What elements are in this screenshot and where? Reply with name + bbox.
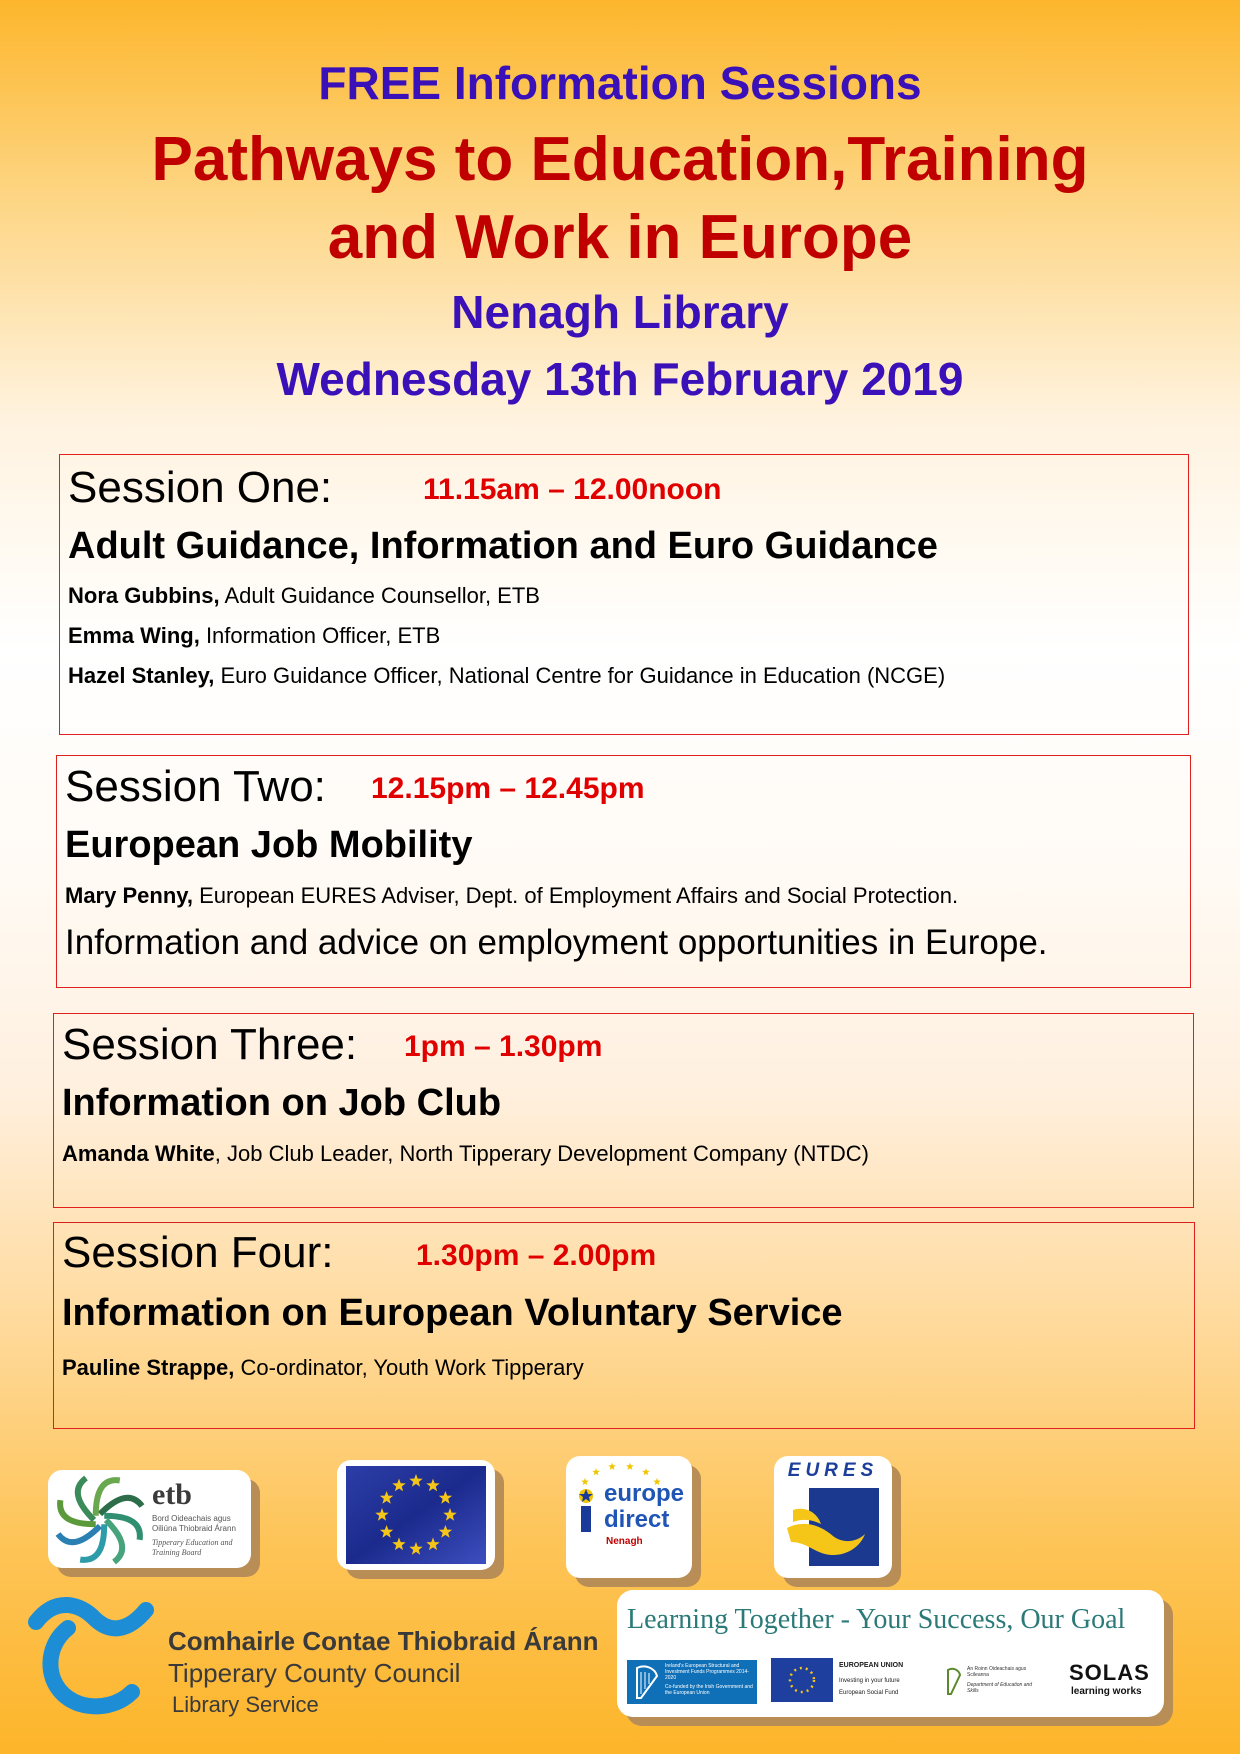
session-two-box — [56, 755, 1191, 988]
eures-logo — [774, 1456, 892, 1578]
session-title: Information on European Voluntary Service — [62, 1292, 843, 1334]
session-heading: Session Two: — [65, 762, 326, 811]
europe-direct-star — [581, 1478, 589, 1485]
speaker-role: European EURES Adviser, Dept. of Employment Affairs and Social Protection. — [192, 883, 959, 908]
speaker-line — [62, 1355, 584, 1381]
dept-english: Department of Education and Skills — [967, 1682, 1033, 1694]
session-time: 1pm – 1.30pm — [404, 1030, 603, 1063]
etb-english-name: Tipperary Education and Training Board — [152, 1538, 233, 1557]
speaker-name: Hazel Stanley, — [68, 663, 215, 688]
europe-direct-logo — [566, 1456, 692, 1578]
event-date: Wednesday 13th February 2019 — [276, 353, 964, 405]
tipperary-council-logo-icon — [28, 1592, 158, 1722]
europe-direct-place: Nenagh — [606, 1536, 643, 1547]
esif-text: Ireland's European Structural and Investment Funds Programmes 2014-2020 — [665, 1663, 749, 1681]
session-description: Information and advice on employment opportunities in Europe. — [65, 923, 1048, 962]
council-irish-name: Comhairle Contae Thiobraid Árann — [168, 1626, 599, 1656]
speaker-name: Nora Gubbins, — [68, 583, 220, 608]
europe-direct-line1: europe — [604, 1480, 685, 1507]
session-time: 1.30pm – 2.00pm — [416, 1239, 657, 1272]
etb-logo — [48, 1470, 251, 1568]
harp-icon — [631, 1662, 661, 1702]
europe-direct-star — [642, 1468, 650, 1475]
europe-direct-star — [592, 1468, 600, 1475]
speaker-role: Adult Guidance Counsellor, ETB — [219, 583, 540, 608]
session-title: Information on Job Club — [62, 1082, 502, 1124]
session-three-box — [53, 1013, 1194, 1208]
session-heading: Session Three: — [62, 1020, 358, 1069]
session-heading: Session One: — [68, 463, 333, 512]
speaker-name: Pauline Strappe, — [62, 1355, 235, 1380]
session-four-box — [53, 1222, 1195, 1429]
dept-irish: An Roinn Oideachais agus Scileanna — [967, 1666, 1027, 1678]
speaker-line — [68, 663, 945, 689]
eu-esf-badge — [771, 1658, 921, 1704]
title-line-1: Pathways to Education,Training — [151, 125, 1089, 194]
council-english-name: Tipperary County Council — [168, 1658, 461, 1688]
funding-banner — [617, 1590, 1164, 1717]
eu-small-flag-icon — [771, 1658, 833, 1702]
eures-hand-icon — [783, 1484, 883, 1570]
europe-direct-star — [626, 1463, 634, 1470]
dept-education-badge — [945, 1660, 1045, 1704]
title-line-2: and Work in Europe — [327, 203, 913, 272]
solas-tagline: learning works — [1071, 1686, 1142, 1697]
funding-slogan: Learning Together - Your Success, Our Goal — [627, 1604, 1126, 1635]
speaker-line — [68, 623, 440, 649]
session-time: 11.15am – 12.00noon — [423, 473, 722, 506]
session-title: European Job Mobility — [65, 824, 473, 866]
speaker-line — [62, 1141, 869, 1167]
speaker-role: , Job Club Leader, North Tipperary Development Company (NTDC) — [214, 1141, 869, 1166]
speaker-role: Euro Guidance Officer, National Centre for Guidance in Education (NCGE) — [214, 663, 946, 688]
europe-direct-line2: direct — [604, 1506, 670, 1533]
eu-investing: Investing in your future — [839, 1678, 900, 1684]
speaker-role: Information Officer, ETB — [199, 623, 441, 648]
eu-esf: European Social Fund — [839, 1690, 899, 1696]
eu-flag-icon — [346, 1466, 486, 1564]
eures-wordmark: EURES — [787, 1460, 879, 1481]
speaker-name: Amanda White — [62, 1141, 215, 1166]
session-heading: Session Four: — [62, 1228, 334, 1277]
free-sessions-heading: FREE Information Sessions — [318, 57, 922, 109]
info-i-icon — [572, 1488, 608, 1532]
eu-label: EUROPEAN UNION — [839, 1662, 904, 1669]
speaker-role: Co-ordinator, Youth Work Tipperary — [234, 1355, 584, 1380]
europe-direct-star — [608, 1463, 616, 1470]
session-title: Adult Guidance, Information and Euro Guidance — [68, 525, 938, 567]
speaker-line — [65, 883, 958, 909]
session-time: 12.15pm – 12.45pm — [371, 772, 645, 805]
esif-cofunded: Co-funded by the Irish Government and the European Union — [665, 1684, 753, 1696]
etb-name: etb — [152, 1478, 192, 1511]
speaker-name: Emma Wing, — [68, 623, 200, 648]
dept-harp-icon — [945, 1666, 963, 1696]
venue: Nenagh Library — [451, 286, 789, 338]
etb-swirl-icon — [52, 1472, 148, 1568]
esif-badge — [627, 1660, 757, 1704]
speaker-name: Mary Penny, — [65, 883, 193, 908]
solas-wordmark: SOLAS — [1069, 1660, 1150, 1685]
etb-irish-name: Bord Oideachais agus Oiliúna Thiobraid Árann — [152, 1514, 236, 1533]
council-service: Library Service — [172, 1692, 319, 1717]
eu-flag-logo — [337, 1460, 495, 1570]
session-one-box — [59, 454, 1189, 735]
speaker-line — [68, 583, 540, 609]
